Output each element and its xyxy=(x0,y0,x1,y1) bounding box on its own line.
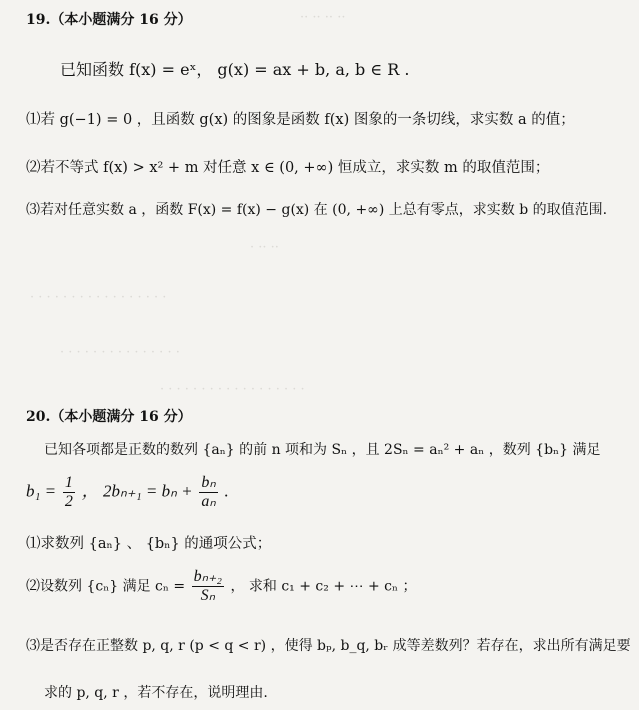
q20-part1: ⑴求数列 {aₙ} 、 {bₙ} 的通项公式； xyxy=(26,536,272,552)
bleed-through-text: · · · · · · · · · · · · · · · · · · xyxy=(160,382,305,397)
frac-numerator: bₙ xyxy=(201,474,216,491)
q20-cond-prefix: b₁ = xyxy=(26,481,57,501)
bleed-through-text: · ·· ·· xyxy=(250,240,279,255)
q20-part3-line1: ⑶是否存在正整数 p, q, r (p < q < r) ，使得 bₚ, b_q, bᵣ 成等差数列？若存在，求出所有满足要 xyxy=(26,638,631,654)
bleed-through-text: ·· ·· ·· ·· xyxy=(300,10,346,25)
frac-numerator: 1 xyxy=(64,474,73,491)
q20-condition xyxy=(26,474,229,511)
q20-cond-frac1 xyxy=(63,474,75,511)
q19-header: 19.（本小题满分 16 分） xyxy=(26,12,192,28)
q19-part2: ⑵若不等式 f(x) > x² + m 对任意 x ∈ (0, +∞) 恒成立，求实数 m 的取值范围； xyxy=(26,160,550,176)
bleed-through-text: · · · · · · · · · · · · · · · xyxy=(60,345,180,360)
q20-cond-end: . xyxy=(224,481,229,501)
frac-denominator: Sₙ xyxy=(200,587,215,604)
bleed-through-text: · · · · · · · · · · · · · · · · · xyxy=(30,290,167,305)
frac-denominator: 2 xyxy=(64,493,73,510)
frac-denominator: aₙ xyxy=(201,493,216,510)
frac-numerator: bₙ₊₂ xyxy=(193,568,222,585)
q20-header: 20.（本小题满分 16 分） xyxy=(26,409,192,425)
q19-part3: ⑶若对任意实数 a ，函数 F(x) = f(x) − g(x) 在 (0, +∞) 上总有零点，求实数 b 的取值范围. xyxy=(26,202,608,218)
q19-part1: ⑴若 g(−1) = 0 ，且函数 g(x) 的图象是函数 f(x) 图象的一条切线，求实数 a 的值； xyxy=(26,112,575,128)
q20-part3-line2: 求的 p, q, r ，若不存在，说明理由. xyxy=(44,685,268,701)
q20-part2-prefix: ⑵设数列 {cₙ} 满足 cₙ = xyxy=(26,578,186,595)
q20-part2 xyxy=(26,568,416,605)
q20-stem: 已知各项都是正数的数列 {aₙ} 的前 n 项和为 Sₙ ，且 2Sₙ = aₙ² + aₙ ，数列 {bₙ} 满足 xyxy=(44,442,601,458)
q20-cond-frac2 xyxy=(199,474,217,511)
q20-part2-frac xyxy=(192,568,224,605)
q20-cond-mid: ， 2bₙ₊₁ = bₙ + xyxy=(81,481,193,501)
q19-stem: 已知函数 f(x) = eˣ， g(x) = ax + b, a, b ∈ R . xyxy=(60,60,410,79)
q20-part2-suffix: ， 求和 c₁ + c₂ + ⋯ + cₙ ； xyxy=(230,578,417,595)
